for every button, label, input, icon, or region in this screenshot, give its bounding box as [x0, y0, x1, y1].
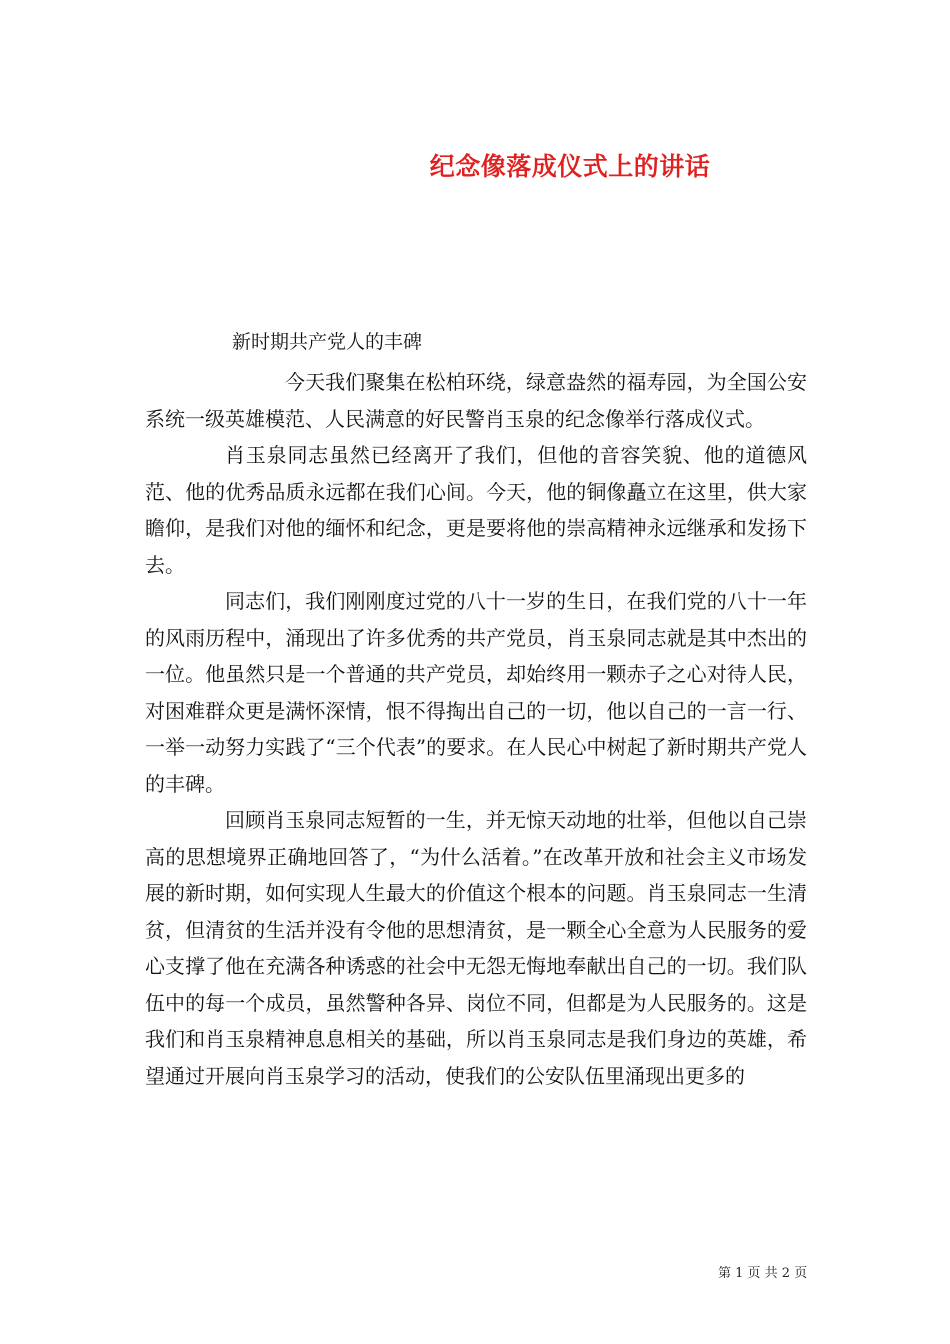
document-subtitle: 新时期共产党人的丰碑	[232, 331, 423, 353]
page-number: 第 1 页 共 2 页	[718, 1266, 808, 1281]
paragraph: 今天我们聚集在松柏环绕，绿意盎然的福寿园，为全国公安系统一级英雄模范、人民满意的好民警肖玉泉的纪念像举行落成仪式。	[145, 370, 807, 431]
document-body	[145, 364, 807, 1094]
paragraph: 肖玉泉同志虽然已经离开了我们，但他的音容笑貌、他的道德风范、他的优秀品质永远都在我们心间。今天，他的铜像矗立在这里，供大家瞻仰，是我们对他的缅怀和纪念，更是要将他的崇高精神永远继承和发扬下去。	[145, 443, 807, 577]
paragraph: 回顾肖玉泉同志短暂的一生，并无惊天动地的壮举，但他以自己崇高的思想境界正确地回答了，“为什么活着。”在改革开放和社会主义市场发展的新时期，如何实现人生最大的价值这个根本的问题。肖玉泉同志一生清贫，但清贫的生活并没有令他的思想清贫，是一颗全心全意为人民服务的爱心支撑了他在充满各种诱惑的社会中无怨无悔地奉献出自己的一切。我们队伍中的每一个成员，虽然警种各异、岗位不同，但都是为人民服务的。这是我们和肖玉泉精神息息相关的基础，所以肖玉泉同志是我们身边的英雄，希望通过开展向肖玉泉学习的活动，使我们的公安队伍里涌现出更多的	[145, 808, 807, 1088]
paragraph: 同志们，我们刚刚度过党的八十一岁的生日，在我们党的八十一年的风雨历程中，涌现出了许多优秀的共产党员，肖玉泉同志就是其中杰出的一位。他虽然只是一个普通的共产党员，却始终用一颗赤子之心对待人民，对困难群众更是满怀深情，恨不得掏出自己的一切，他以自己的一言一行、一举一动努力实践了“三个代表”的要求。在人民心中树起了新时期共产党人的丰碑。	[145, 589, 807, 796]
document-title: 纪念像落成仪式上的讲话	[429, 151, 711, 181]
